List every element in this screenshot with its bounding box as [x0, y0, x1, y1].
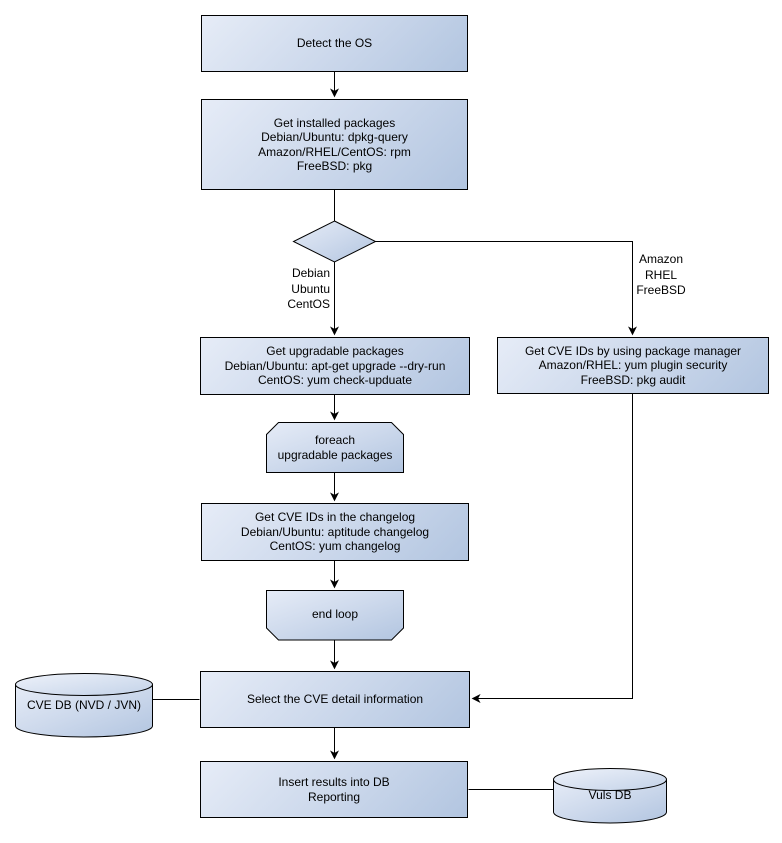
node-line: Get upgradable packages [266, 344, 404, 359]
node-line: Reporting [307, 789, 361, 804]
os-decision-diamond [294, 221, 376, 262]
node-line: Get CVE IDs by using package manager [524, 343, 742, 358]
node-line: FreeBSD: pkg [296, 159, 373, 173]
node-line: FreeBSD: pkg audit [580, 372, 686, 387]
node-get-cve-ids-changelog [201, 503, 469, 561]
node-line: Amazon/RHEL: yum plugin security [538, 358, 728, 373]
node-line: CentOS: yum changelog [269, 539, 401, 554]
edge-label-line: FreeBSD [636, 283, 686, 297]
node-line: foreach [314, 433, 356, 447]
node-line: end loop [311, 606, 359, 621]
foreach-loop-label [266, 424, 404, 471]
vuls-db-label [553, 772, 667, 818]
edge-label-line: Amazon [638, 252, 684, 266]
node-select-cve-detail [200, 671, 470, 728]
node-line: CVE DB (NVD / JVN) [26, 697, 141, 712]
node-line: Select the CVE detail information [246, 692, 424, 707]
edge-label-line: Debian [291, 266, 330, 280]
edge-label-line: CentOS [287, 297, 330, 311]
node-detect-os-label: Detect the OS [296, 36, 373, 51]
cve-db-label [15, 679, 153, 731]
node-line: Amazon/RHEL/CentOS: rpm [258, 144, 411, 159]
edge-label-line: RHEL [644, 267, 677, 282]
node-line: CentOS: yum check-upduate [257, 373, 413, 388]
node-detect-os [201, 15, 468, 72]
edge-label-debian-branch [278, 266, 330, 313]
node-line: Get installed packages [273, 115, 396, 130]
node-line: Debian/Ubuntu: dpkg-query [261, 130, 408, 144]
edge-decision-to-package-manager [376, 242, 633, 335]
node-get-upgradable-packages [200, 337, 470, 395]
node-line: Debian/Ubuntu: apt-get upgrade --dry-run [224, 358, 446, 373]
node-line: upgradable packages [277, 447, 393, 462]
node-get-installed-packages [201, 99, 468, 190]
node-line: Debian/Ubuntu: aptitude changelog [240, 524, 430, 539]
node-line: Get CVE IDs in the changelog [254, 510, 416, 525]
edge-package-manager-to-select [473, 394, 633, 699]
node-line: Insert results into DB [278, 775, 390, 789]
edge-label-rhel-branch [628, 252, 694, 299]
node-get-cve-ids-package-manager [497, 337, 769, 394]
node-line: Vuls DB [588, 787, 632, 802]
edge-label-line: Ubuntu [291, 281, 330, 296]
end-loop-label [266, 590, 404, 638]
node-insert-results [200, 761, 468, 818]
